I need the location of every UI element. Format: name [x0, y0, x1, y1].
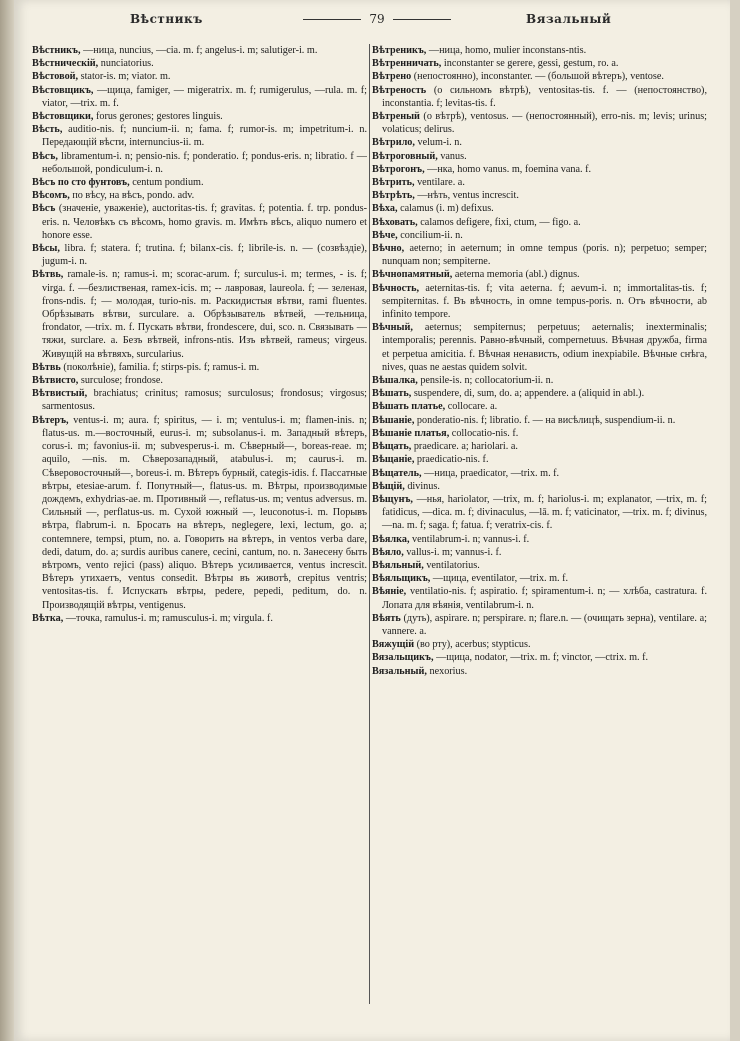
entry-definition: —нья, hariolator, —trix, m. f; hariolus-i. m; explanator, —trix, m. f; fatidicus, —dica. m. f; divinaculus, —lā. m. f; vaticinator, —trix. m. f; divinus, —na. m. f; saga. f; fatua. f; veratrix-cis. f. [382, 493, 707, 532]
entry-headword: Вѣшалка, [372, 375, 418, 387]
entry-headword: Вѣчный, [372, 322, 413, 334]
entry-headword: Вѣче, [372, 229, 398, 241]
entry-definition: brachiatus; crinitus; ramosus; surculosus; frondosus; virgosus; sarmentosus. [42, 388, 367, 413]
entry-definition: ponderatio-nis. f; libratio. f. — на висѣлицѣ, suspendium-ii. n. [414, 414, 676, 426]
dictionary-entry [372, 229, 707, 242]
entry-definition: centum pondium. [129, 177, 204, 189]
entry-headword: Вѣсы, [32, 243, 60, 255]
dictionary-entry [372, 202, 707, 215]
entry-definition: ventilare. a. [414, 177, 465, 189]
dictionary-entry [32, 123, 367, 149]
entry-definition: —щица, eventilator, —trix. m. f. [430, 573, 569, 585]
dictionary-entry [32, 268, 367, 360]
entry-definition: —нка, homo vanus. m, foemina vana. f. [424, 163, 592, 175]
entry-headword: Вѣстовщикъ, [32, 84, 94, 96]
entry-headword: Вѣяло, [372, 546, 404, 558]
dictionary-entry [372, 216, 707, 229]
dictionary-entry [372, 150, 707, 163]
entry-headword: Вѣщать, [372, 441, 412, 453]
dictionary-entry [372, 638, 707, 651]
dictionary-entry [372, 572, 707, 585]
entry-headword: Вѣтреный [372, 111, 420, 123]
entry-headword: Вѣтрить, [372, 177, 415, 189]
header-rule-right [393, 19, 451, 20]
entry-definition: —ница, praedicator, —trix. m. f. [421, 467, 560, 479]
dictionary-entry [32, 150, 367, 176]
entry-headword: Вѣстовой, [32, 71, 79, 83]
dictionary-entry [372, 493, 707, 533]
entry-headword: Вѣтвистый, [32, 388, 88, 400]
entry-definition: ventilatorius. [423, 559, 480, 571]
entry-headword: Вѣщій, [372, 480, 405, 492]
column-divider [369, 44, 370, 1004]
entry-headword: Вѣтрѣть, [372, 190, 415, 202]
entry-headword: Вѣстническій, [32, 58, 99, 70]
dictionary-entry [372, 282, 707, 322]
entry-definition: (о сильномъ вѣтрѣ), ventositas-tis. f. — (непостоянство), inconstantia. f; levitas-tis. f. [382, 84, 707, 109]
entry-definition: calamus (i. m) defixus. [397, 203, 494, 215]
dictionary-entry [32, 202, 367, 242]
dictionary-entry [372, 84, 707, 110]
entry-headword: Вѣялка, [372, 533, 410, 545]
entry-headword: Вѣсъ [32, 203, 56, 215]
header-right-word: Вязальный [526, 12, 612, 26]
entry-headword: Вѣщунъ, [372, 493, 413, 505]
entry-headword: Вяжущій [372, 639, 415, 651]
entry-headword: Вѣтрило, [372, 137, 415, 149]
dictionary-entry [32, 361, 367, 374]
entry-headword: Вѣтреникъ, [372, 45, 427, 56]
entry-headword: Вѣсъ, [32, 150, 58, 162]
entry-headword: Вѣщаніе, [372, 454, 415, 466]
page-number: 79 [369, 12, 385, 26]
dictionary-entry [372, 176, 707, 189]
entry-definition: vallus-i. m; vannus-i. f. [403, 546, 502, 558]
dictionary-entry [372, 268, 707, 281]
dictionary-entry [372, 136, 707, 149]
dictionary-entry [32, 374, 367, 387]
entry-definition: inconstanter se gerere, gessi, gestum, ro. a. [441, 58, 619, 70]
entry-headword: Вѣтрогонъ, [372, 163, 425, 175]
dictionary-entry [32, 612, 367, 625]
entry-headword: Вѣтренничать, [372, 58, 442, 70]
entry-headword: Вѣховать, [372, 216, 418, 228]
entry-definition: —нѣть, ventus increscit. [414, 190, 519, 202]
dictionary-entry [32, 84, 367, 110]
entry-headword: Вѣяльный, [372, 559, 424, 571]
header-rule-left [303, 19, 361, 20]
entry-definition: collocatio-nis. f. [449, 427, 519, 439]
entry-headword: Вѣтроговный, [372, 150, 438, 162]
entry-definition: —ница, nuncius, —cia. m. f; angelus-i. m; salutiger-i. m. [80, 45, 318, 56]
left-column [32, 44, 367, 625]
entry-definition: ventus-i. m; aura. f; spiritus, — i. m; ventulus-i. m; flamen-inis. n; flatus-us. m.—восточный, eurus-i. m; subsolanus-i. m. Западный вѣтеръ, corus-i. m; favonius-ii. m; subvesperus-i. m. Сѣверный—, boreas-reae. m; aquilo, —nis. m. Сѣверозападный, atabulus-i. m; caurus-i. m. Сѣверовосточный—, boreus-i. m. Вѣтеръ бурный, categis-idis. f. Пассатные вѣтры, etesiae-arum. f. Попутный—, flatus-us. m. Вѣтры, производимые дождемъ, exhydrias-ae. m. Противный —, reflatus-us. m; ventus adversus. m. Сильный —, perflatus-us. m. Сухой южный —, leuconotus-i. m. Порывъ вѣтра, flabrum-i. n. Бросать на вѣтеръ, neglegere, lexi, lectum, go. a; contemnere, tempsi, ptum, no. a. Говорить на вѣтеръ, in ventos verba dare, dedi, datum, do. a; surdis auribus canere, cecini, cantum, no. n. Занесену быть вѣтромъ, vento rejici (pass) aliquo. Вѣтеръ усиливается, ventus increscit. Вѣтеръ утихаетъ, ventus consedit. Вѣтры въ животѣ, crepitus ventris; ventositas-tis. f. Испускать вѣтры, pedere, pepedi, peditum, do. n. Производящій вѣтры, ventigenus. [42, 414, 367, 611]
entry-definition: stator-is. m; viator. m. [78, 71, 171, 83]
entry-headword: Вѣтвисто, [32, 375, 79, 387]
entry-definition: —щица, nodator, —trix. m. f; vinctor, —ctrix. m. f. [433, 652, 649, 664]
entry-definition: calamos defigere, fixi, ctum, — figo. a. [417, 216, 581, 228]
dictionary-entry [372, 242, 707, 268]
dictionary-entry [372, 467, 707, 480]
entry-definition: —ница, homo, mulier inconstans-ntis. [426, 45, 587, 56]
entry-headword: Вѣчно, [372, 243, 405, 255]
dictionary-entry [372, 321, 707, 374]
right-column [372, 44, 707, 678]
dictionary-entry [32, 110, 367, 123]
dictionary-entry [372, 414, 707, 427]
dictionary-entry [372, 440, 707, 453]
entry-definition: aeternitas-tis. f; vita aeterna. f; aevum-i. n; immortalitas-tis. f; sempiternitas. f. Въ вѣчность, in omne tempus-poris. n. Отъ вѣчности, ab infinito tempore. [382, 282, 707, 321]
entry-headword: Вѣсть, [32, 124, 63, 136]
entry-definition: ramale-is. n; ramus-i. m; scorac-arum. f; surculus-i. m; termes, - is. f; virga. f. —безлиственая, ramex-icis. m; -- лавровая, laureola. f; — зеленая, frons-ndis. f; — молодая, turio-nis. m. Раскидистыя вѣтви, rami fluentes. Обрѣзывать вѣтви, surculare. a. Обрѣзыватель вѣтвей, —тельница, frondator, —trix. m. f. Пускать вѣтви, frondescere, dui, sco. n. Связывать — тяжи, surclare. a. Безъ вѣтвей, infrons-ntis. Изъ вѣтвей, rameus; virgeus. Живущій на вѣтвяхъ, surcularius. [42, 269, 367, 360]
dictionary-entry [32, 57, 367, 70]
entry-definition: libra. f; statera. f; trutina. f; bilanx-cis. f; librile-is. n. — (созвѣздіе), jugum-i. n. [42, 243, 367, 268]
dictionary-entry [372, 374, 707, 387]
entry-headword: Вѣять [372, 612, 401, 624]
entry-definition: praedicare. a; hariolari. a. [411, 441, 518, 453]
dictionary-entry [372, 387, 707, 400]
dictionary-entry [372, 427, 707, 440]
entry-headword: Вѣчность, [372, 282, 420, 294]
entry-definition: —щица, famiger, — migeratrix. m. f; rumigerulus, —rula. m. f; viator, —trix. m. f. [42, 84, 367, 109]
dictionary-entry [372, 57, 707, 70]
entry-headword: Вѣяльщикъ, [372, 573, 431, 585]
entry-definition: suspendere, di, sum, do. a; appendere. a (aliquid in abl.). [411, 388, 645, 400]
entry-definition: pensile-is. n; collocatorium-ii. n. [417, 375, 554, 387]
dictionary-entry [372, 70, 707, 83]
dictionary-entry [372, 453, 707, 466]
dictionary-entry [32, 70, 367, 83]
dictionary-entry [372, 651, 707, 664]
entry-definition: surculose; frondose. [78, 375, 163, 387]
dictionary-entry [32, 189, 367, 202]
entry-headword: Вѣшать, [372, 388, 412, 400]
entry-headword: Вѣтвь, [32, 269, 64, 281]
entry-headword: Вѣщатель, [372, 467, 422, 479]
entry-definition: velum-i. n. [414, 137, 462, 149]
entry-headword: Вѣстникъ, [32, 45, 81, 56]
entry-definition: nexorius. [426, 665, 468, 677]
dictionary-entry [372, 665, 707, 678]
entry-definition: praedicatio-nis. f. [414, 454, 489, 466]
entry-definition: (значеніе, уваженіе), auctoritas-tis. f; gravitas. f; potentia. f. trp. pondus-eris. n. Человѣкъ съ вѣсомъ, homo gravis. m. Имѣть вѣсъ, aliquo numero et honore esse. [42, 203, 367, 241]
entry-headword: Вѣшать платье, [372, 401, 446, 413]
dictionary-entry [372, 400, 707, 413]
entry-headword: Вѣтка, [32, 612, 64, 624]
entry-definition: (во рту), acerbus; stypticus. [414, 639, 531, 651]
dictionary-entry [372, 585, 707, 611]
entry-headword: Вѣтвь [32, 361, 61, 373]
dictionary-entry [32, 176, 367, 189]
dictionary-entry [32, 44, 367, 57]
dictionary-entry [372, 546, 707, 559]
entry-definition: ventilatio-nis. f; aspiratio. f; spiramentum-i. n; — хлѣба, castratura. f. Лопата для вѣянія, ventilabrum-i. n. [382, 586, 707, 611]
entry-headword: Вѣсомъ, [32, 190, 70, 202]
dictionary-entry [372, 533, 707, 546]
entry-headword: Вѣшаніе платья, [372, 427, 450, 439]
dictionary-entry [372, 163, 707, 176]
dictionary-entry [372, 44, 707, 57]
entry-definition: vanus. [437, 150, 467, 162]
dictionary-entry [372, 480, 707, 493]
entry-headword: Вѣтрено [372, 71, 412, 83]
entry-headword: Вѣшаніе, [372, 414, 415, 426]
entry-definition: aeternus; sempiternus; perpetuus; aeternalis; inexterminalis; intemporalis; perennis. Равно-вѣчный, compernetuus. Вѣчная дружба, firma et perpetua amicitia. f. Вѣчная ненависть, odium inexpiabile. Вѣчные снѣга, nives, quas ne aestas quidem solvit. [382, 322, 707, 373]
entry-headword: Вѣсъ по сто фунтовъ, [32, 177, 130, 189]
entry-definition: (поколѣніе), familia. f; stirps-pis. f; ramus-i. m. [60, 361, 260, 373]
entry-definition: auditio-nis. f; nuncium-ii. n; fama. f; rumor-is. m; impetritum-i. n. Передающій вѣсти, internuncius-ii. m. [42, 124, 367, 149]
dictionary-page [14, 0, 730, 1041]
dictionary-entry [32, 387, 367, 413]
entry-definition: aeterno; in aeternum; in omne tempus (poris. n); perpetuo; semper; nunquam non; sempiterne. [382, 243, 707, 268]
entry-headword: Вѣха, [372, 203, 398, 215]
dictionary-entry [32, 242, 367, 268]
page-header [44, 12, 710, 32]
dictionary-entry [372, 110, 707, 136]
header-left-word: Вѣстникъ [130, 12, 203, 26]
dictionary-entry [32, 414, 367, 612]
entry-headword: Вѣтреность [372, 84, 427, 96]
entry-definition: libramentum-i. n; pensio-nis. f; ponderatio. f; pondus-eris. n; libratio. f — небольшой, pondiculum-i. n. [42, 150, 367, 175]
entry-definition: concilium-ii. n. [397, 229, 463, 241]
entry-definition: nunciatorius. [98, 58, 154, 70]
entry-definition: (непостоянно), inconstanter. — (большой вѣтеръ), ventose. [411, 71, 664, 83]
entry-headword: Вѣстовщики, [32, 111, 94, 123]
entry-definition: (дуть), aspirare. n; perspirare. n; flare.n. — (очищать зерна), ventilare. a; vannere. a. [382, 612, 707, 637]
entry-headword: Вѣчнопамятный, [372, 269, 453, 281]
entry-headword: Вѣтеръ, [32, 414, 69, 426]
entry-definition: collocare. a. [445, 401, 498, 413]
entry-definition: divinus. [404, 480, 440, 492]
entry-headword: Вязальный, [372, 665, 427, 677]
entry-definition: —точка, ramulus-i. m; ramusculus-i. m; virgula. f. [63, 612, 273, 624]
entry-definition: aeterna memoria (abl.) dignus. [452, 269, 580, 281]
entry-definition: по вѣсу, на вѣсъ, pondo. adv. [69, 190, 195, 202]
dictionary-entry [372, 559, 707, 572]
entry-definition: forus gerones; gestores linguis. [93, 111, 223, 123]
dictionary-entry [372, 612, 707, 638]
entry-definition: ventilabrum-i. n; vannus-i. f. [409, 533, 530, 545]
entry-headword: Вязальщикъ, [372, 652, 434, 664]
dictionary-entry [372, 189, 707, 202]
entry-headword: Вѣяніе, [372, 586, 407, 598]
entry-definition: (о вѣтрѣ), ventosus. — (непостоянный), erro-nis. m; levis; urinus; volaticus; delirus. [382, 111, 707, 136]
